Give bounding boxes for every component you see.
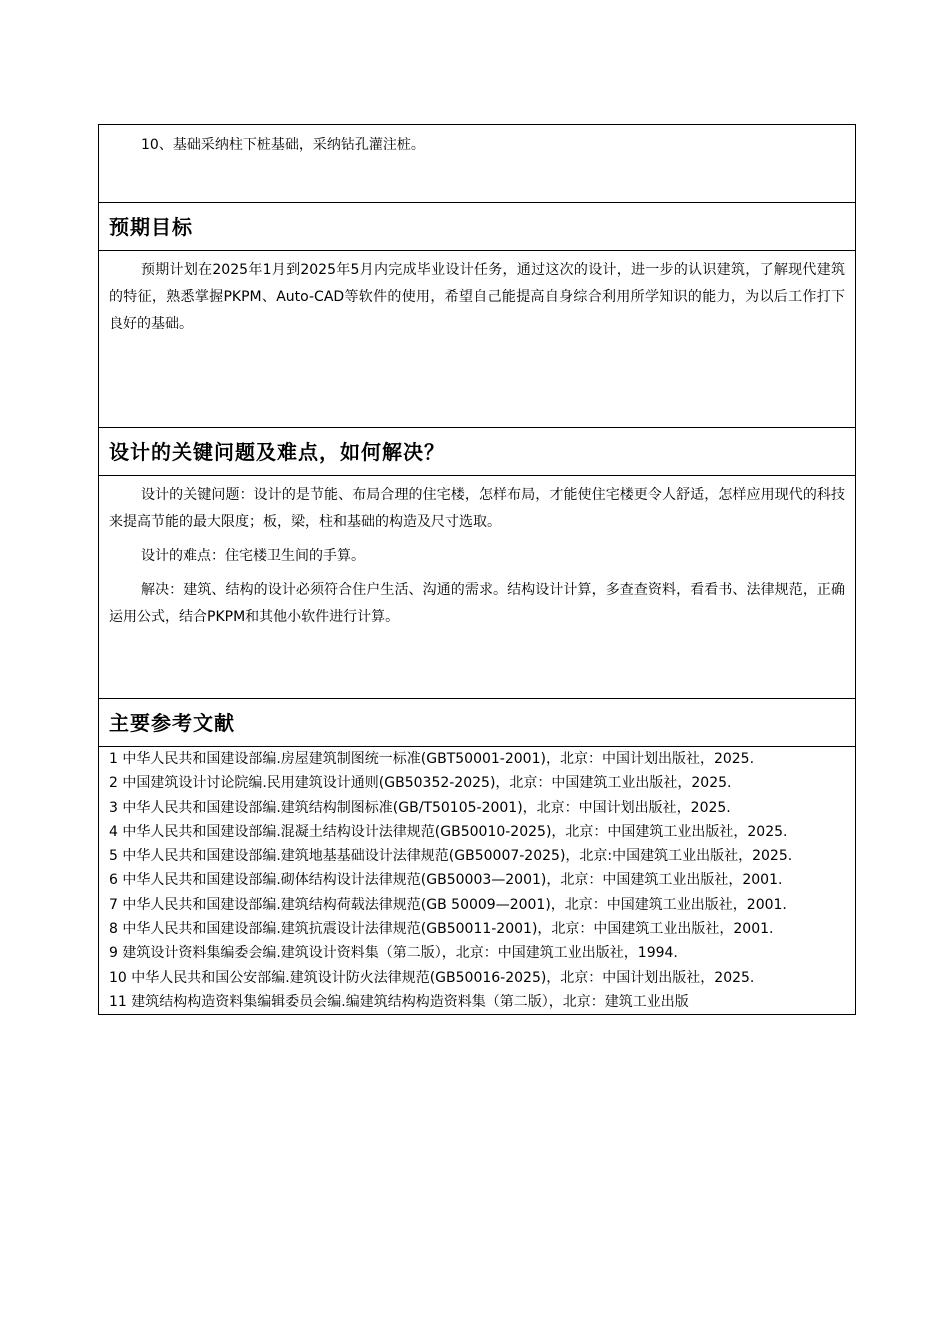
issues-section (99, 475, 855, 698)
goal-text: 预期计划在2025年1月到2025年5月内完成毕业设计任务，通过这次的设计，进一步的认识建筑，了解现代建筑的特征，熟悉掌握PKPM、Auto-CAD等软件的使用，希望自己能提高自身综合利用所学知识的能力，为以后工作打下良好的基础。 (109, 262, 845, 332)
document-table (98, 124, 856, 1015)
difficulty-text: 设计的难点：住宅楼卫生间的手算。 (141, 548, 365, 564)
reference-item: 8 中华人民共和国建设部编.建筑抗震设计法律规范(GB50011-2001)，北京：中国建筑工业出版社，2001. (109, 921, 774, 938)
foundation-section (99, 125, 855, 202)
key-problem-text: 设计的关键问题：设计的是节能、布局合理的住宅楼，怎样布局，才能使住宅楼更令人舒适，怎样应用现代的科技来提高节能的最大限度；板，梁，柱和基础的构造及尺寸选取。 (109, 487, 845, 530)
reference-item: 2 中国建筑设计讨论院编.民用建筑设计通则(GB50352-2025)，北京：中国建筑工业出版社，2025. (109, 775, 732, 792)
reference-item: 7 中华人民共和国建设部编.建筑结构荷载法律规范(GB 50009—2001)，北京：中国建筑工业出版社，2001. (109, 896, 787, 913)
reference-item: 10 中华人民共和国公安部编.建筑设计防火法律规范(GB50016-2025)，北京：中国计划出版社，2025. (109, 969, 755, 986)
references-heading: 主要参考文献 (99, 698, 855, 746)
reference-item: 3 中华人民共和国建设部编.建筑结构制图标准(GB/T50105-2001)，北京：中国计划出版社，2025. (109, 799, 731, 816)
issues-heading: 设计的关键问题及难点，如何解决？ (99, 427, 855, 475)
reference-item: 1 中华人民共和国建设部编.房屋建筑制图统一标准(GBT50001-2001)，北京：中国计划出版社，2025. (109, 751, 755, 767)
reference-item: 4 中华人民共和国建设部编.混凝土结构设计法律规范(GB50010-2025)，北京：中国建筑工业出版社，2025. (109, 823, 788, 840)
foundation-item: 10、基础采纳柱下桩基础，采纳钻孔灌注桩。 (141, 137, 425, 153)
solution-text: 解决：建筑、结构的设计必须符合住户生活、沟通的需求。结构设计计算，多查查资料，看看书、法律规范，正确运用公式，结合PKPM和其他小软件进行计算。 (109, 582, 845, 625)
goal-section (99, 250, 855, 427)
goal-heading: 预期目标 (99, 202, 855, 250)
references-section (99, 746, 855, 1014)
reference-item: 5 中华人民共和国建设部编.建筑地基基础设计法律规范(GB50007-2025)，北京:中国建筑工业出版社，2025. (109, 848, 793, 865)
reference-item: 9 建筑设计资料集编委会编.建筑设计资料集（第二版），北京：中国建筑工业出版社，1994. (109, 945, 678, 962)
reference-item: 6 中华人民共和国建设部编.砌体结构设计法律规范(GB50003—2001)，北京：中国建筑工业出版社，2001. (109, 872, 783, 889)
reference-list (109, 747, 845, 1014)
reference-item: 11 建筑结构构造资料集编辑委员会编.编建筑结构构造资料集（第二版），北京：建筑工业出版 (109, 993, 689, 1010)
